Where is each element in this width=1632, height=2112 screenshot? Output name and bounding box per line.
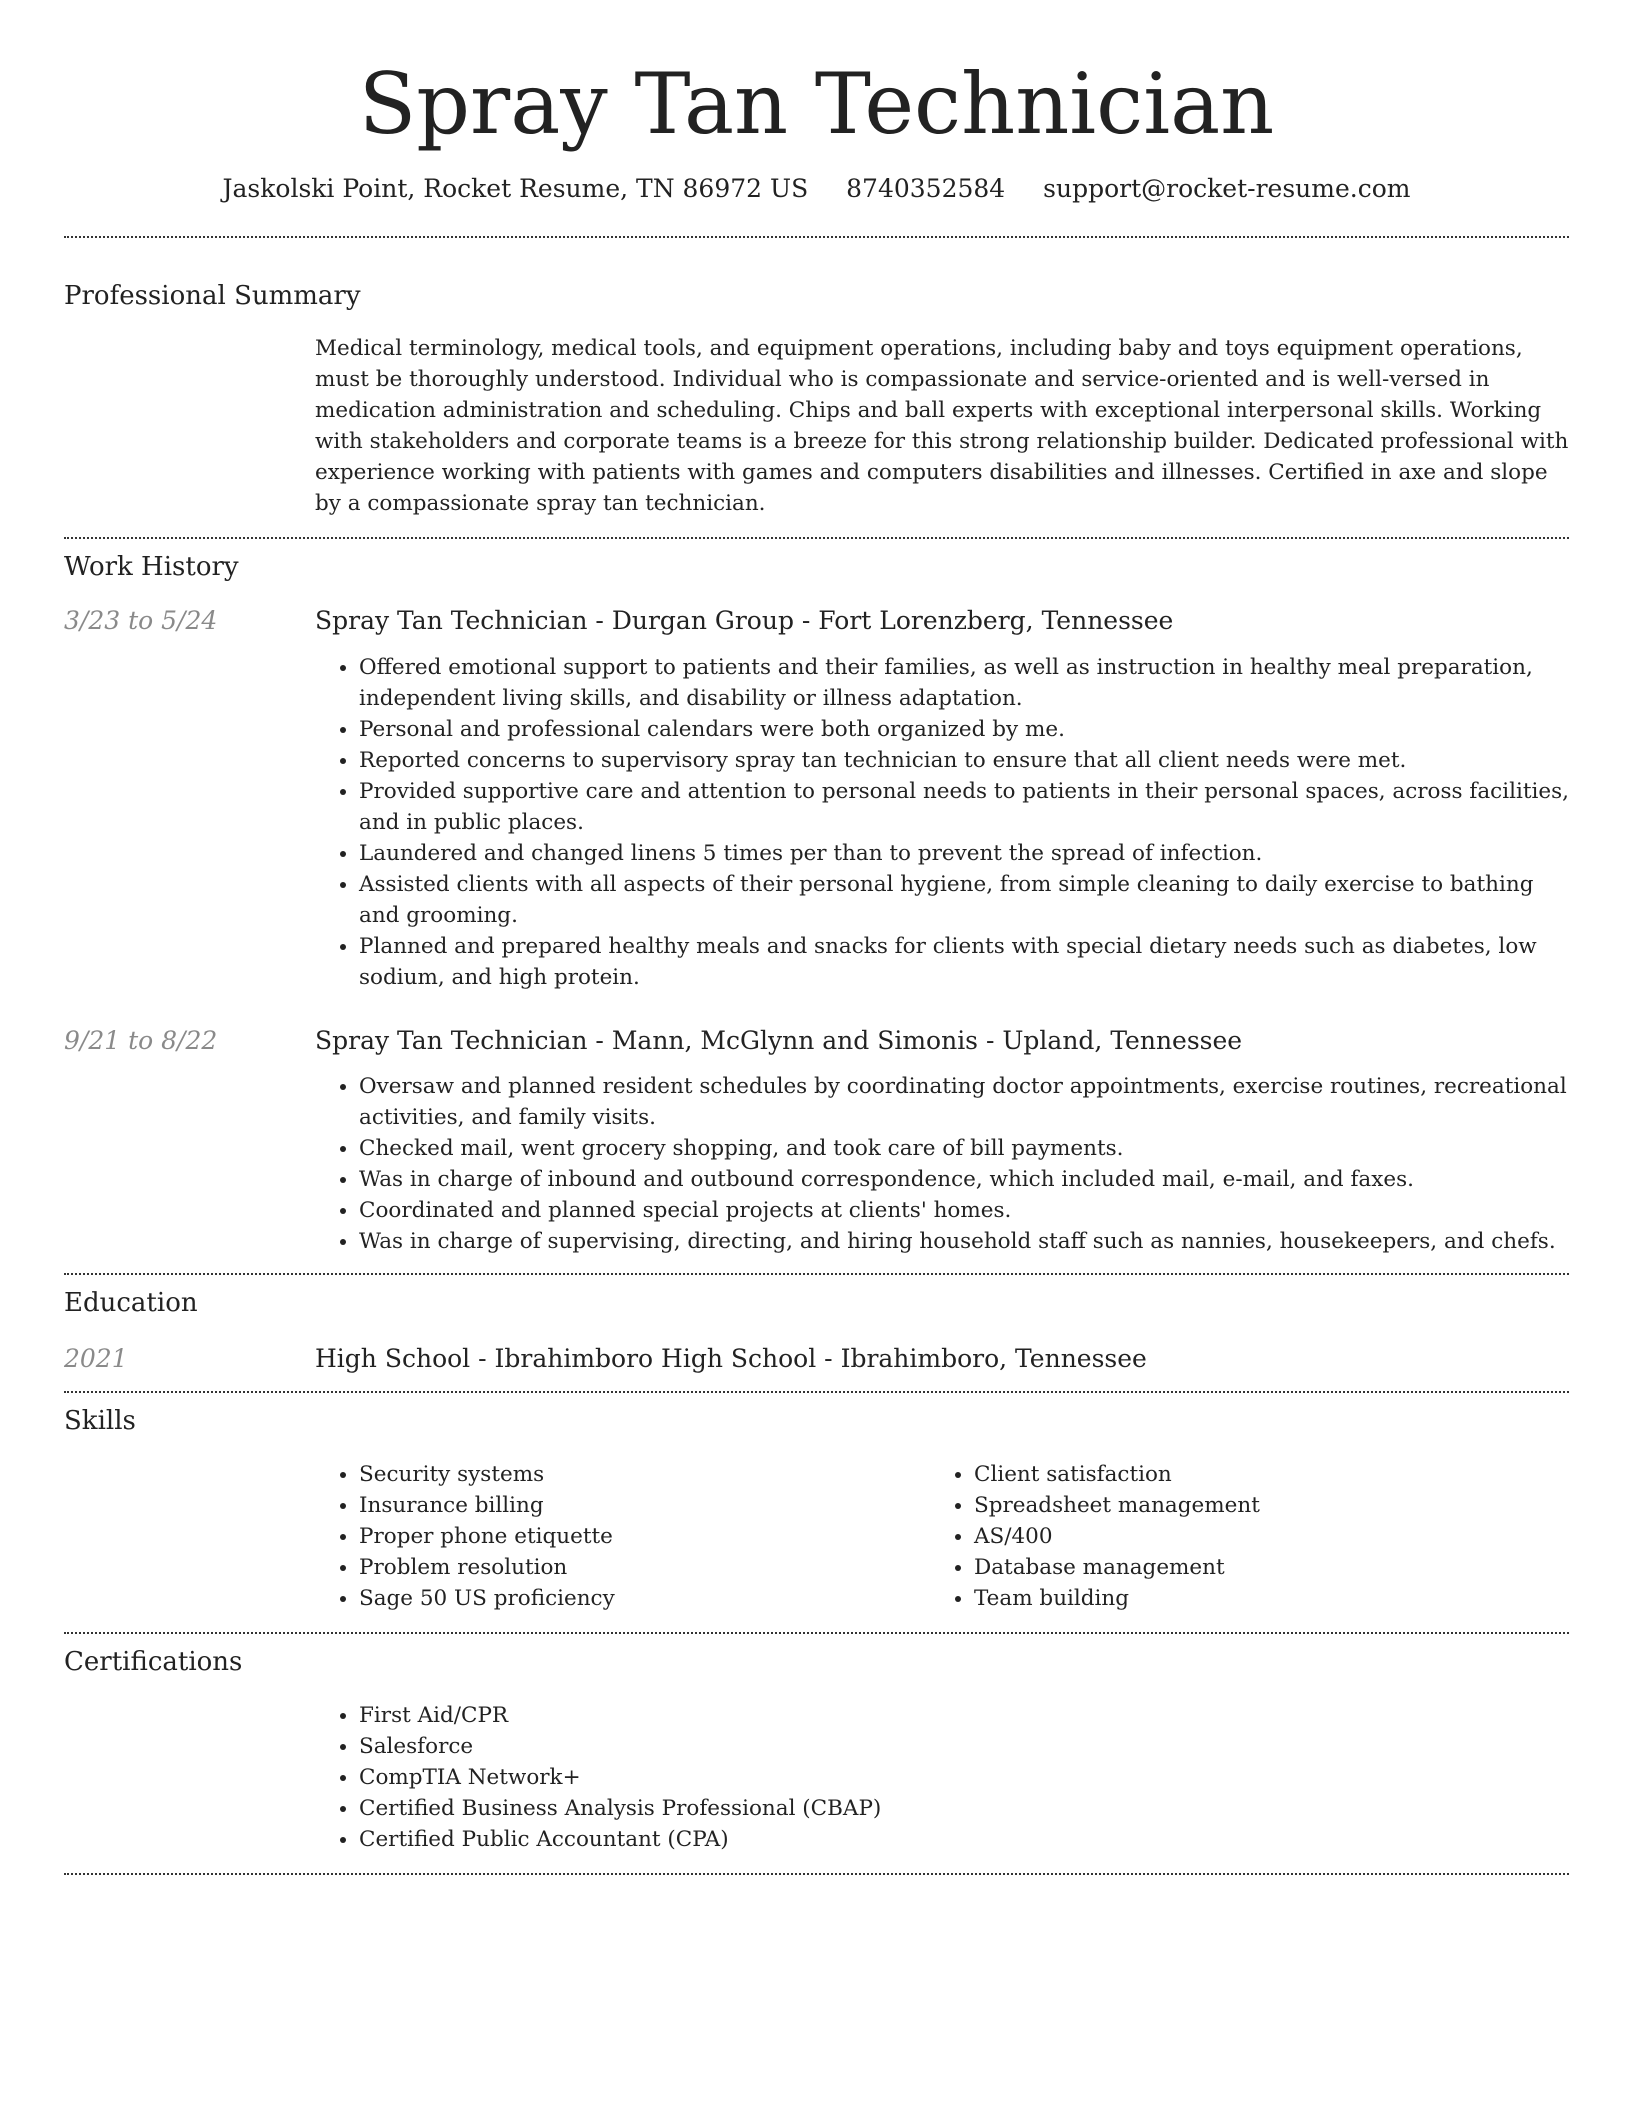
- list-item: • Assisted clients with all aspects of their personal hygiene, from simple cleaning to daily exercise to bathing and grooming.: [359, 869, 1569, 931]
- skills-column-right: [930, 1459, 1545, 1614]
- list-item: • Certified Business Analysis Professional (CBAP): [359, 1793, 1569, 1824]
- job-heading: Spray Tan Technician - Durgan Group - Fort Lorenzberg, Tennessee: [315, 606, 1174, 636]
- certifications-list: [315, 1700, 1569, 1855]
- job-bullets: [315, 652, 1569, 993]
- education-year: 2021: [64, 1343, 128, 1373]
- list-item: • Proper phone etiquette: [359, 1521, 930, 1552]
- list-item: • AS/400: [974, 1521, 1545, 1552]
- list-item: • Was in charge of supervising, directing, and hiring household staff such as nannies, housekeepers, and chefs.: [359, 1226, 1569, 1257]
- list-item: • CompTIA Network+: [359, 1762, 1569, 1793]
- job-dates: 3/23 to 5/24: [64, 606, 218, 636]
- list-item: • Spreadsheet management: [974, 1490, 1545, 1521]
- candidate-name: Spray Tan Technician: [358, 55, 1275, 153]
- skills-list: [930, 1459, 1545, 1614]
- list-item: • Client satisfaction: [974, 1459, 1545, 1490]
- section-divider: [64, 1873, 1569, 1875]
- education-entry: [64, 1343, 1569, 1376]
- list-item: • Oversaw and planned resident schedules by coordinating doctor appointments, exercise routines, recreational activities, and family visits.: [359, 1071, 1569, 1133]
- education-heading: High School - Ibrahimboro High School - Ibrahimboro, Tennessee: [315, 1343, 1147, 1373]
- list-item: • Coordinated and planned special projects at clients' homes.: [359, 1195, 1569, 1226]
- list-item: • Checked mail, went grocery shopping, and took care of bill payments.: [359, 1133, 1569, 1164]
- contact-line: [64, 171, 1569, 206]
- list-item: • Reported concerns to supervisory spray tan technician to ensure that all client needs were met.: [359, 745, 1569, 776]
- education-section: [64, 1275, 1569, 1391]
- job-bullets: [315, 1071, 1569, 1257]
- work-history-title: Work History: [64, 552, 239, 583]
- certifications-title: Certifications: [64, 1647, 243, 1678]
- job-entry: [64, 1025, 1569, 1258]
- list-item: • Sage 50 US proficiency: [359, 1583, 930, 1614]
- list-item: • Team building: [974, 1583, 1545, 1614]
- summary-text: Medical terminology, medical tools, and equipment operations, including baby and toys equipment operations, must be thoroughly understood. Individual who is compassionate and service-oriented and is well-versed in medication administration and scheduling. Chips and ball experts with exceptional interpersonal skills. Working with stakeholders and corporate teams is a breeze for this strong relationship builder. Dedicated professional with experience working with patients with games and computers disabilities and illnesses. Certified in axe and slope by a compassionate spray tan technician.: [315, 336, 1569, 517]
- list-item: • First Aid/CPR: [359, 1700, 1569, 1731]
- skills-column-left: [315, 1459, 930, 1614]
- list-item: • Database management: [974, 1552, 1545, 1583]
- skills-section: [64, 1393, 1569, 1632]
- contact-email: support@rocket-resume.com: [1043, 173, 1411, 203]
- list-item: • Provided supportive care and attention to personal needs to patients in their personal spaces, across facilities, and in public places.: [359, 776, 1569, 838]
- list-item: • Was in charge of inbound and outbound correspondence, which included mail, e-mail, and faxes.: [359, 1164, 1569, 1195]
- certifications-section: [64, 1634, 1569, 1873]
- contact-phone: 8740352584: [846, 173, 1006, 203]
- work-history-section: [64, 539, 1569, 1273]
- skills-list: [315, 1459, 930, 1614]
- contact-address: Jaskolski Point, Rocket Resume, TN 86972 US: [222, 173, 809, 203]
- list-item: • Insurance billing: [359, 1490, 930, 1521]
- list-item: • Laundered and changed linens 5 times per than to prevent the spread of infection.: [359, 838, 1569, 869]
- list-item: • Salesforce: [359, 1731, 1569, 1762]
- skills-title: Skills: [64, 1406, 136, 1437]
- job-dates: 9/21 to 8/22: [64, 1025, 218, 1055]
- job-entry: [64, 605, 1569, 993]
- list-item: • Problem resolution: [359, 1552, 930, 1583]
- education-title: Education: [64, 1288, 198, 1319]
- summary-section: [64, 238, 1569, 538]
- list-item: • Offered emotional support to patients and their families, as well as instruction in healthy meal preparation, independent living skills, and disability or illness adaptation.: [359, 652, 1569, 714]
- summary-title: Professional Summary: [64, 280, 361, 311]
- resume-page: [64, 0, 1569, 1875]
- list-item: • Security systems: [359, 1459, 930, 1490]
- list-item: • Personal and professional calendars were both organized by me.: [359, 714, 1569, 745]
- job-heading: Spray Tan Technician - Mann, McGlynn and Simonis - Upland, Tennessee: [315, 1025, 1243, 1055]
- list-item: • Planned and prepared healthy meals and snacks for clients with special dietary needs such as diabetes, low sodium, and high protein.: [359, 931, 1569, 993]
- list-item: • Certified Public Accountant (CPA): [359, 1824, 1569, 1855]
